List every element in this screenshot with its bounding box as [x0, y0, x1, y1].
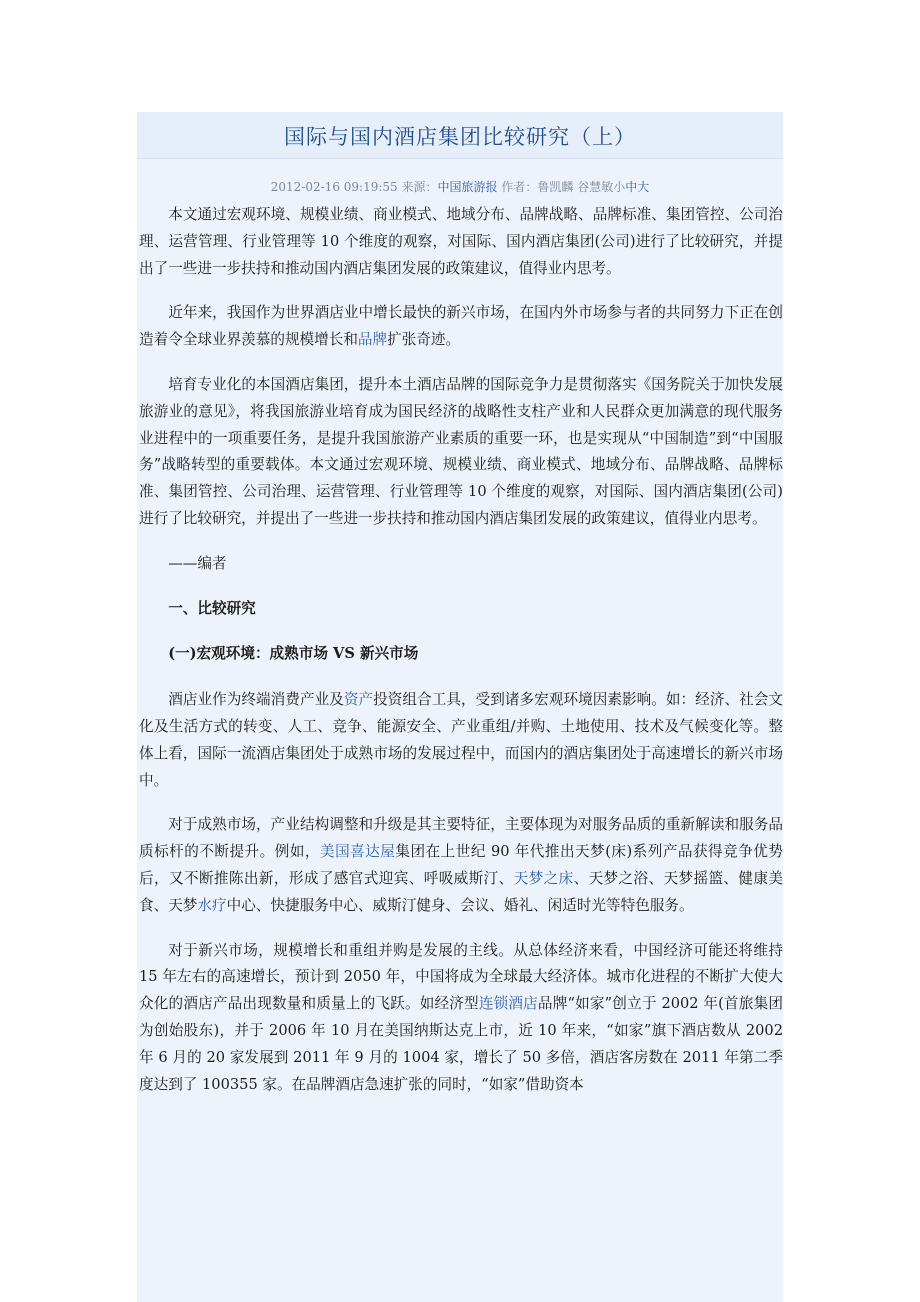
paragraph-6-text-a: 对于新兴市场，规模增长和重组并购是发展的主线。从总体经济来看，中国经济可能还将维持 15 年左右的高速增长，预计到 2050 年，中国将成为全球最大经济体。城市化进程的不断扩大使大众化的酒店产品出现数量和质量上的飞跃。如经济型	[139, 941, 783, 1013]
starwood-link[interactable]: 美国喜达屋	[319, 843, 396, 861]
author-label: 作者：	[501, 180, 538, 194]
paragraph-4	[139, 687, 783, 794]
author-link[interactable]: 中大	[625, 180, 650, 194]
article-meta	[137, 178, 783, 195]
source-label: 来源：	[401, 180, 438, 194]
paragraph-5	[139, 812, 783, 919]
paragraph-5-text-c: 、天梦之浴、天梦摇篮、健康美食、天梦	[139, 869, 783, 914]
paragraph-5-text-d: 中心、快捷服务中心、威斯汀健身、会议、婚礼、闲适时光等特色服务。	[226, 896, 694, 914]
paragraph-4-text-a: 酒店业作为终端消费产业及	[168, 691, 344, 709]
paragraph-2-text-b: 扩张奇迹。	[387, 331, 461, 349]
brand-link[interactable]: 品牌	[357, 331, 388, 349]
paragraph-5-text-a: 对于成熟市场，产业结构调整和升级是其主要特征，主要体现为对服务品质的重新解读和服务品质标杆的不断提升。例如，	[139, 816, 783, 861]
paragraph-5-text-b: 集团在上世纪 90 年代推出天梦(床)系列产品获得竞争优势后，又不断推陈出新，形成了感官式迎宾、呼吸威斯汀、	[139, 843, 783, 887]
intro-paragraph: 本文通过宏观环境、规模业绩、商业模式、地域分布、品牌战略、品牌标准、集团管控、公司治理、运营管理、行业管理等 10 个维度的观察，对国际、国内酒店集团(公司)进行了比较研究，并提出了一些进一步扶持和推动国内酒店集团发展的政策建议，值得业内思考。	[139, 206, 783, 277]
asset-link[interactable]: 资产	[343, 691, 374, 709]
source-link[interactable]: 中国旅游报	[437, 180, 498, 194]
chain-hotel-link[interactable]: 连锁酒店	[478, 995, 538, 1013]
section-heading-1: 一、比较研究	[168, 599, 256, 617]
article-body	[139, 202, 783, 1098]
publish-datetime: 2012-02-16 09:19:55	[270, 180, 398, 194]
section-heading-2: (一)宏观环境：成熟市场 VS 新兴市场	[168, 645, 419, 663]
paragraph-3: 培育专业化的本国酒店集团，提升本土酒店品牌的国际竞争力是贯彻落实《国务院关于加快发展旅游业的意见》，将我国旅游业培育成为国民经济的战略性支柱产业和人民群众更加满意的现代服务业进程中的一项重要任务，是提升我国旅游产业素质的重要一环，也是实现从“中国制造”到“中国服务”战略转型的重要载体。本文通过宏观环境、规模业绩、商业模式、地域分布、品牌战略、品牌标准、集团管控、公司治理、运营管理、行业管理等 10 个维度的观察，对国际、国内酒店集团(公司)进行了比较研究，并提出了一些进一步扶持和推动国内酒店集团发展的政策建议，值得业内思考。	[139, 375, 783, 527]
author-names: 鲁凯麟 谷慧敏小	[537, 180, 626, 194]
paragraph-2	[139, 300, 783, 354]
title-banner	[137, 112, 783, 159]
document-page	[137, 112, 783, 1302]
paragraph-4-text-b: 投资组合工具，受到诸多宏观环境因素影响。如：经济、社会文化及生活方式的转变、人工、竞争、能源安全、产业重组/并购、土地使用、技术及气候变化等。整体上看，国际一流酒店集团处于成熟市场的发展过程中，而国内的酒店集团处于高速增长的新兴市场中。	[139, 691, 783, 789]
paragraph-2-text-a: 近年来，我国作为世界酒店业中增长最快的新兴市场，在国内外市场参与者的共同努力下正在创造着令全球业界羡慕的规模增长和	[139, 304, 783, 349]
paragraph-6	[139, 938, 783, 1099]
editor-note: ——编者	[168, 554, 227, 572]
article-title: 国际与国内酒店集团比较研究（上）	[284, 125, 636, 149]
heavenly-bed-link[interactable]: 天梦之床	[513, 869, 574, 887]
spa-link[interactable]: 水疗	[197, 896, 227, 914]
paragraph-6-text-b: 品牌“如家”创立于 2002 年(首旅集团为创始股东)，并于 2006 年 10 月在美国纳斯达克上市，近 10 年来，“如家”旗下酒店数从 2002 年 6 月的 20 家发展到 2011 年 9 月的 1004 家，增长了 50 多倍，酒店客房数在 2011 年第二季度达到了 100355 家。在品牌酒店急速扩张的同时，“如家”借助资本	[139, 995, 783, 1093]
